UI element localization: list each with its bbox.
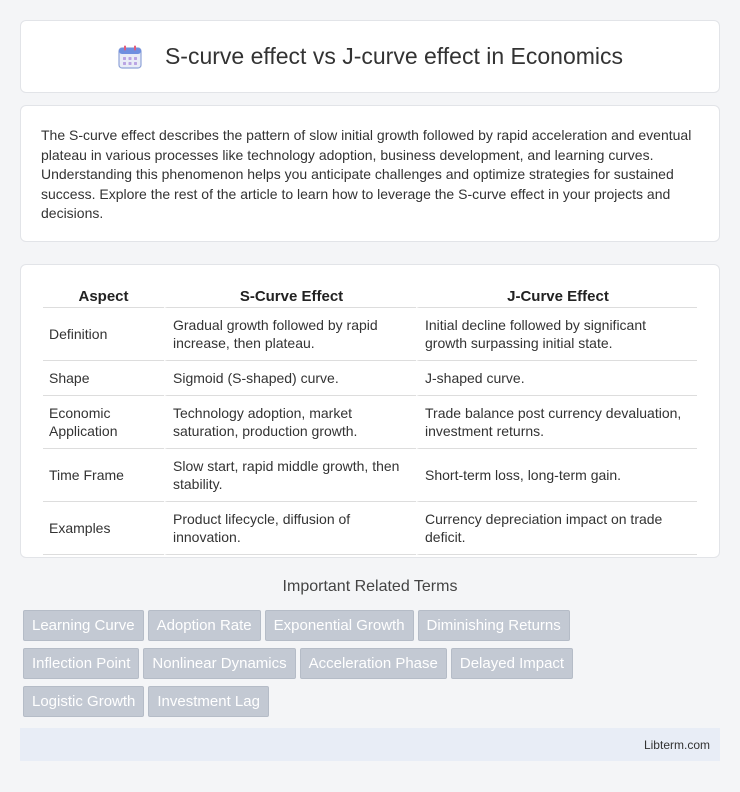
table-header: J-Curve Effect [416,283,697,308]
table-cell-aspect: Time Frame [43,449,164,502]
table-cell-aspect: Economic Application [43,396,164,449]
related-term-tag[interactable]: Investment Lag [148,686,269,717]
table-cell-s-curve: Gradual growth followed by rapid increase, then plateau. [164,308,416,361]
comparison-table-card [20,264,720,558]
related-terms-list [23,610,723,724]
table-cell-aspect: Examples [43,502,164,555]
table-header: Aspect [43,283,164,308]
footer-brand-link[interactable]: Libterm.com [643,737,710,752]
related-term-tag[interactable]: Exponential Growth [265,610,414,641]
comparison-table [43,283,697,555]
calendar-icon [117,44,143,70]
related-term-tag[interactable]: Delayed Impact [451,648,573,679]
header-card [20,20,720,93]
intro-text: The S-curve effect describes the pattern of slow initial growth followed by rapid acceleration and eventual plateau in various processes like technology adoption, business development, and learning curves. Understanding this phenomenon helps you anticipate challenges and optimize strategies for sustained success. Explore the rest of the article to learn how to leverage the S-curve effect in your projects and decisions. [41,127,692,221]
related-term-tag[interactable]: Nonlinear Dynamics [143,648,295,679]
footer [20,728,720,761]
related-term-tag[interactable]: Diminishing Returns [418,610,570,641]
table-row [43,308,697,361]
table-cell-aspect: Definition [43,308,164,361]
table-row [43,396,697,449]
table-cell-j-curve: J-shaped curve. [416,361,697,396]
table-cell-j-curve: Trade balance post currency devaluation, investment returns. [416,396,697,449]
table-cell-j-curve: Initial decline followed by significant growth surpassing initial state. [416,308,697,361]
related-terms-title: Important Related Terms [282,578,458,595]
intro-card [20,105,720,242]
table-cell-j-curve: Short-term loss, long-term gain. [416,449,697,502]
table-cell-aspect: Shape [43,361,164,396]
table-row [43,502,697,555]
related-term-tag[interactable]: Inflection Point [23,648,139,679]
table-cell-s-curve: Technology adoption, market saturation, production growth. [164,396,416,449]
table-cell-s-curve: Sigmoid (S-shaped) curve. [164,361,416,396]
related-term-tag[interactable]: Acceleration Phase [300,648,447,679]
table-cell-s-curve: Slow start, rapid middle growth, then stability. [164,449,416,502]
related-term-tag[interactable]: Adoption Rate [148,610,261,641]
page-title: S-curve effect vs J-curve effect in Economics [164,43,624,69]
table-header-row [43,283,697,308]
table-cell-s-curve: Product lifecycle, diffusion of innovation. [164,502,416,555]
table-row [43,361,697,396]
table-cell-j-curve: Currency depreciation impact on trade deficit. [416,502,697,555]
related-term-tag[interactable]: Logistic Growth [23,686,144,717]
table-row [43,449,697,502]
table-header: S-Curve Effect [164,283,416,308]
related-term-tag[interactable]: Learning Curve [23,610,144,641]
